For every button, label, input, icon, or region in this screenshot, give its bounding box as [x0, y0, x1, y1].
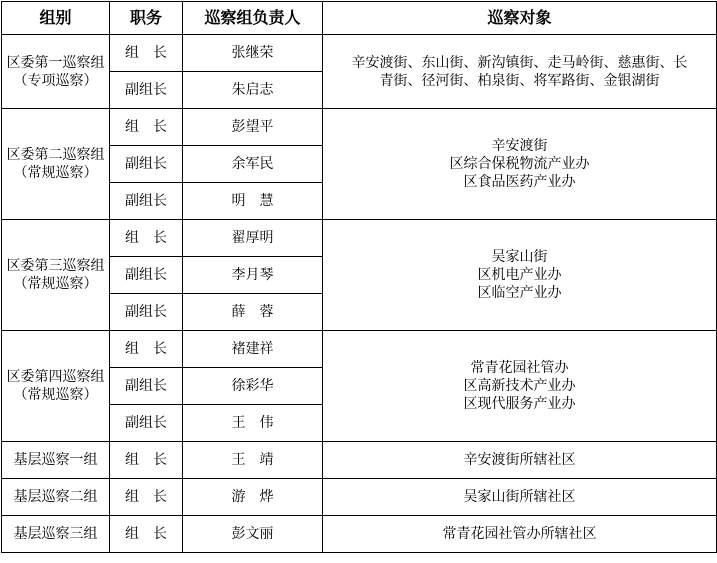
table-row: [2, 442, 717, 479]
member-title: 组 长: [110, 109, 183, 146]
member-title: 副组长: [110, 72, 183, 109]
header-targets: 巡察对象: [323, 2, 717, 35]
group-name-cell: [2, 220, 110, 331]
member-name: 余军民: [183, 146, 323, 183]
member-title: 副组长: [110, 405, 183, 442]
group-name-line: （常规巡察）: [13, 165, 98, 181]
member-name: 薛 蓉: [183, 294, 323, 331]
table-row: [2, 516, 717, 553]
group-name-line: 基层巡察三组: [13, 526, 98, 542]
group-name-cell: [2, 35, 110, 109]
member-name: 王 靖: [183, 442, 323, 479]
table-body: [2, 35, 717, 553]
group-name-cell: [2, 442, 110, 479]
group-name-line: 区委第四巡察组: [6, 369, 105, 385]
group-name-line: 基层巡察一组: [13, 452, 98, 468]
inspection-target-line: 常青花园社管办所辖社区: [442, 526, 597, 542]
group-name-line: 区委第一巡察组: [6, 54, 105, 71]
member-name: 彭文丽: [183, 516, 323, 553]
member-title: 组 长: [110, 35, 183, 72]
inspection-groups-table: [1, 1, 717, 553]
group-name-line: 区委第三巡察组: [6, 258, 105, 274]
inspection-target-line: 辛安渡街所辖社区: [463, 452, 576, 468]
member-title: 副组长: [110, 257, 183, 294]
member-title: 组 长: [110, 479, 183, 516]
table-row: [2, 331, 717, 368]
group-name-line: 基层巡察二组: [13, 489, 98, 505]
group-name-cell: [2, 479, 110, 516]
member-title: 组 长: [110, 220, 183, 257]
table-row: [2, 220, 717, 257]
group-name-line: （专项巡察）: [13, 72, 98, 89]
member-title: 副组长: [110, 294, 183, 331]
inspection-target-line: 区机电产业办: [477, 267, 562, 283]
table-row: [2, 109, 717, 146]
member-title: 组 长: [110, 331, 183, 368]
member-title: 组 长: [110, 442, 183, 479]
inspection-targets-cell: [323, 220, 717, 331]
inspection-targets-cell: [323, 35, 717, 109]
inspection-target-line: 区综合保税物流产业办: [449, 156, 590, 172]
group-name-line: （常规巡察）: [13, 276, 98, 292]
header-leader: 巡察组负责人: [183, 2, 323, 35]
inspection-targets-cell: [323, 331, 717, 442]
member-name: 明 慧: [183, 183, 323, 220]
inspection-targets-cell: [323, 442, 717, 479]
member-name: 李月琴: [183, 257, 323, 294]
header-title: 职务: [110, 2, 183, 35]
member-name: 朱启志: [183, 72, 323, 109]
inspection-target-line: 区食品医药产业办: [463, 174, 576, 190]
member-title: 副组长: [110, 183, 183, 220]
member-name: 王 伟: [183, 405, 323, 442]
header-group: 组别: [2, 2, 110, 35]
member-name: 徐彩华: [183, 368, 323, 405]
inspection-targets-cell: [323, 109, 717, 220]
inspection-target-line: 辛安渡街、东山街、新沟镇街、走马岭街、慈惠街、长: [351, 54, 688, 71]
inspection-target-line: 区现代服务产业办: [463, 396, 576, 412]
inspection-targets-cell: [323, 479, 717, 516]
inspection-target-line: 常青花园社管办: [470, 360, 569, 376]
table-row: [2, 479, 717, 516]
group-name-cell: [2, 331, 110, 442]
member-name: 彭望平: [183, 109, 323, 146]
group-name-cell: [2, 516, 110, 553]
inspection-target-line: 吴家山街所辖社区: [463, 489, 576, 505]
group-name-line: （常规巡察）: [13, 387, 98, 403]
inspection-target-line: 区高新技术产业办: [463, 378, 576, 394]
member-title: 副组长: [110, 146, 183, 183]
inspection-target-line: 青街、径河街、柏泉街、将军路街、金银湖街: [379, 72, 660, 89]
member-name: 翟厚明: [183, 220, 323, 257]
group-name-line: 区委第二巡察组: [6, 147, 105, 163]
member-title: 副组长: [110, 368, 183, 405]
member-title: 组 长: [110, 516, 183, 553]
header-row: [2, 2, 717, 35]
inspection-target-line: 区临空产业办: [477, 285, 562, 301]
group-name-cell: [2, 109, 110, 220]
table-row: [2, 35, 717, 72]
member-name: 褚建祥: [183, 331, 323, 368]
member-name: 张继荣: [183, 35, 323, 72]
member-name: 游 烨: [183, 479, 323, 516]
inspection-target-line: 吴家山街: [491, 249, 548, 265]
inspection-targets-cell: [323, 516, 717, 553]
inspection-target-line: 辛安渡街: [491, 138, 548, 154]
